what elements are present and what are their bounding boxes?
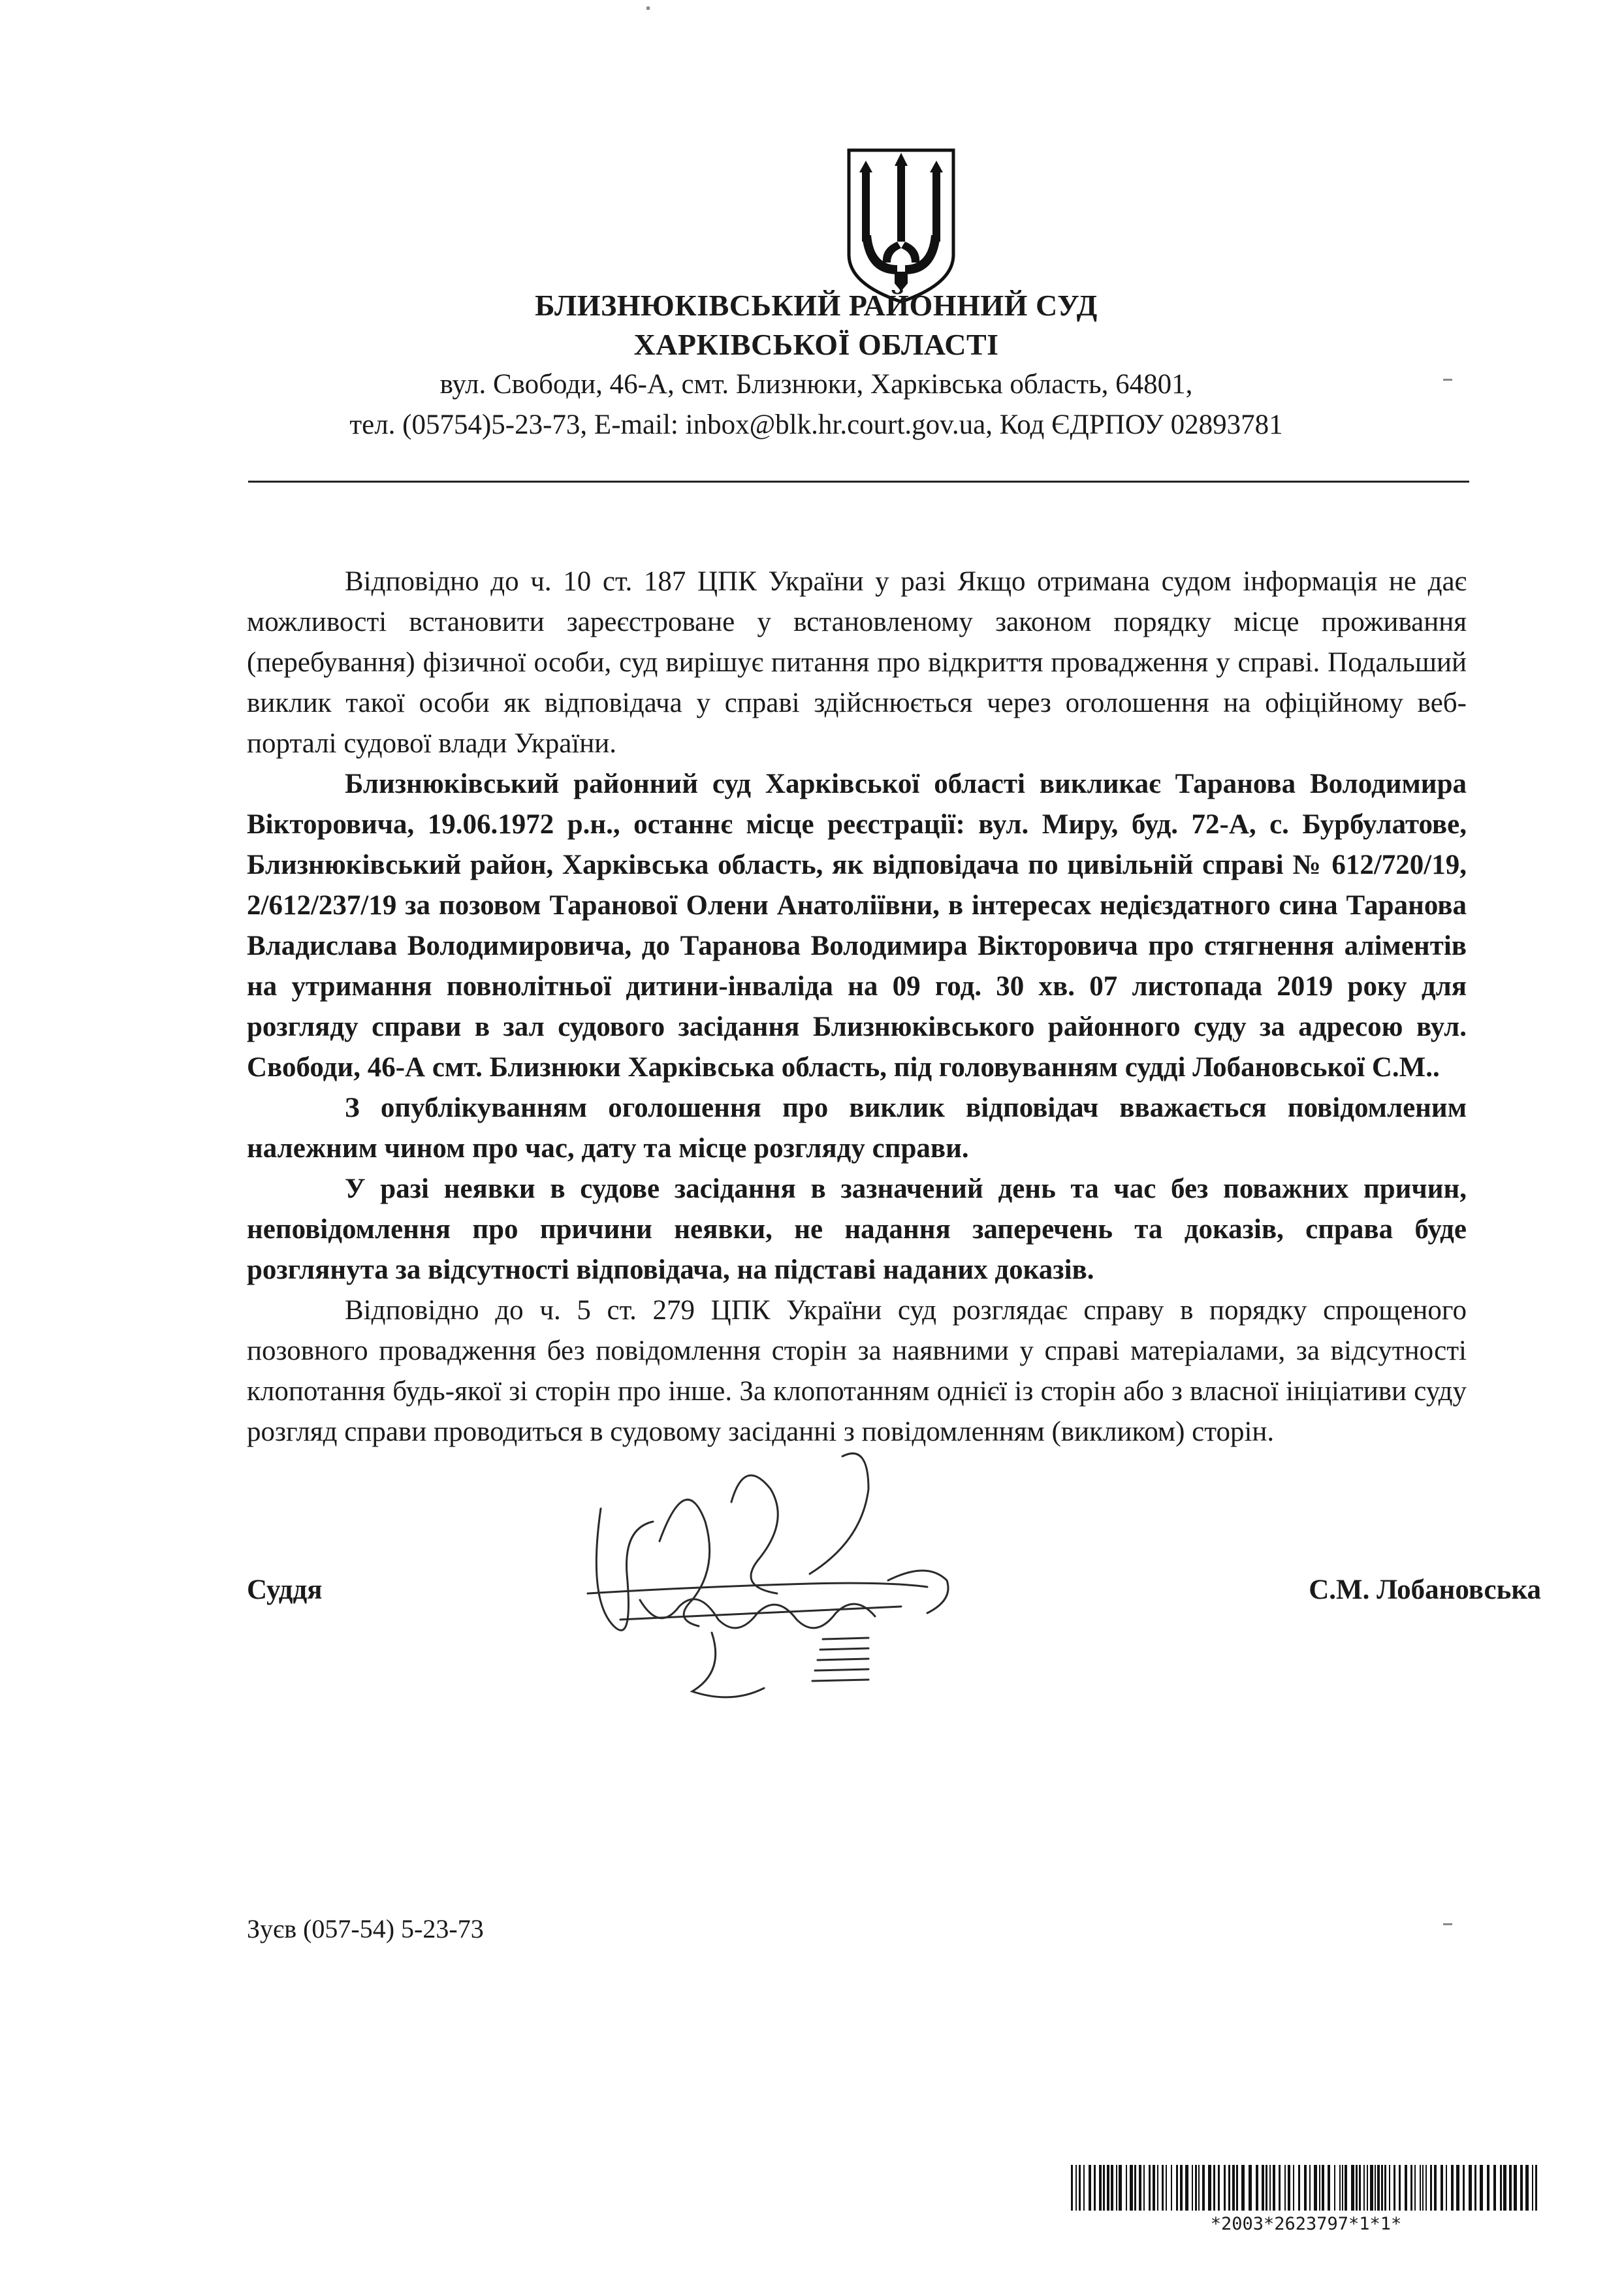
barcode-bar [1279,2165,1281,2211]
barcode-bar [1345,2165,1347,2211]
judge-name: С.М. Лобановська [1309,1575,1541,1605]
court-contacts: тел. (05754)5-23-73, E-mail: inbox@blk.hr.court.gov.ua, Код ЄДРПОУ 02893781 [349,409,1283,440]
barcode-bar [1356,2165,1358,2211]
notice-body [247,562,1467,1452]
barcode-bar [1224,2165,1226,2211]
paragraph-absence-warning: У разі неявки в судове засідання в зазначений день та час без поважних причин, неповідомлення про причини неявки, не надання заперечень та доказів, справа буде розглянута за відсутності відповідача, на підставі наданих доказів. [247,1174,1467,1285]
scan-speck [1443,379,1452,381]
barcode-bar [1456,2165,1459,2211]
barcode-bar [1493,2165,1496,2211]
paragraph-notification: З опублікуванням оголошення про виклик відповідач вважається повідомленим належним чином про час, дату та місце розгляду справи. [247,1093,1467,1164]
barcode-bar [1266,2165,1267,2211]
barcode-bar [1139,2165,1141,2211]
barcode-bar [1410,2165,1412,2211]
handwritten-signature [562,1430,979,1731]
barcode-bar [1192,2165,1193,2211]
barcode-bar [1185,2165,1188,2211]
barcode-bar [1071,2165,1073,2211]
barcode-bar [1334,2165,1335,2211]
barcode-bar [1322,2165,1324,2211]
ukraine-trident-emblem-icon [842,144,960,307]
barcode-bar [1384,2165,1386,2211]
barcode-bar [1370,2165,1373,2211]
header-divider [248,481,1469,483]
barcode-bar [1434,2165,1437,2211]
paragraph-legal-basis: Відповідно до ч. 10 ст. 187 ЦПК України у разі Якщо отримана судом інформація не дає можливості встановити зареєстроване у встановленому законом порядку місце проживання (перебування) фізичної особи, суд вирішує питання про відкриття провадження у справі. Подальший виклик такої особи як відповідача у справі здійснюється через оголошення на офіційному веб-порталі судової влади України. [247,566,1467,759]
barcode-bar [1284,2165,1286,2211]
executor-contact: Зуєв (057-54) 5-23-73 [247,1914,484,1943]
barcode-bar [1094,2165,1096,2211]
barcode-bar [1269,2165,1271,2211]
signature-role: Суддя [247,1575,323,1605]
barcode-bar [1405,2165,1407,2211]
barcode-bar [1463,2165,1465,2211]
court-name-line1: БЛИЗНЮКІВСЬКИЙ РАЙОННИЙ СУД [535,289,1098,322]
barcode-bar [1218,2165,1220,2211]
scan-speck [1443,1923,1452,1925]
barcode-bar [1319,2165,1320,2211]
court-address: вул. Свободи, 46-А, смт. Близнюки, Харківська область, 64801, [439,369,1193,400]
barcode-bar [1116,2165,1117,2211]
barcode-bar [1241,2165,1245,2211]
barcode-bar [1111,2165,1113,2211]
barcode-bar [1367,2165,1368,2211]
barcode-bar [1107,2165,1109,2211]
barcode-bar [1208,2165,1211,2211]
barcode-bar [1256,2165,1258,2211]
paragraph-summons: Близнюківський районний суд Харківської області викликає Таранова Володимира Вікторовича, 19.06.1972 р.н., останнє місце реєстрації: вул. Миру, буд. 72-А, с. Бурбулатове, Близнюківський район, Харківська область, як відповідача по цивільній справі № 612/720/19, 2/612/237/19 за позовом Таранової Олени Анатоліївни, в інтересах недієздатного сина Таранова Владислава Володимировича, до Таранова Володимира Вікторовича про стягнення аліментів на утримання повнолітньої дитини-інваліда на 09 год. 30 хв. 07 листопада 2019 року для розгляду справи в зал судового засідання Близнюківського районного суду за адресою вул. Свободи, 46-А смт. Близнюки Харківська область, під головуванням судді Лобановської С.М.. [247,769,1467,1083]
barcode [1071,2165,1541,2211]
barcode-bar [1119,2165,1122,2211]
court-name-line2: ХАРКІВСЬКОЇ ОБЛАСТІ [633,328,999,361]
barcode-bar [1474,2165,1476,2211]
barcode-bar [1126,2165,1127,2211]
barcode-bar [1359,2165,1361,2211]
barcode-bar [1328,2165,1330,2211]
barcode-bar [1236,2165,1238,2211]
barcode-bar [1414,2165,1416,2211]
barcode-bar [1157,2165,1158,2211]
barcode-bar [1298,2165,1300,2211]
barcode-bar [1430,2165,1432,2211]
barcode-bar [1469,2165,1472,2211]
barcode-bar [1503,2165,1506,2211]
barcode-bar [1195,2165,1197,2211]
barcode-bar [1351,2165,1354,2211]
barcode-bar [1249,2165,1252,2211]
barcode-bar [1375,2165,1376,2211]
scan-speck [646,7,650,10]
barcode-bar [1083,2165,1085,2211]
barcode-bar [1535,2165,1537,2211]
barcode-bar [1314,2165,1317,2211]
barcode-bar [1480,2165,1483,2211]
barcode-bar [1441,2165,1443,2211]
barcode-bar [1520,2165,1523,2211]
barcode-bar [1153,2165,1155,2211]
barcode-bar [1514,2165,1517,2211]
barcode-bar [1399,2165,1401,2211]
barcode-bar [1363,2165,1365,2211]
barcode-bar [1089,2165,1091,2211]
barcode-bar [1162,2165,1164,2211]
barcode-bar [1339,2165,1341,2211]
barcode-bar [1198,2165,1200,2211]
barcode-bar [1293,2165,1294,2211]
barcode-bar [1166,2165,1167,2211]
barcode-bar [1228,2165,1230,2211]
barcode-bar [1532,2165,1533,2211]
barcode-bar [1446,2165,1447,2211]
barcode-bar [1075,2165,1077,2211]
barcode-bar [1393,2165,1395,2211]
barcode-bar [1149,2165,1151,2211]
barcode-bar [1262,2165,1264,2211]
barcode-bar [1099,2165,1102,2211]
barcode-bar [1422,2165,1424,2211]
barcode-bar [1103,2165,1105,2211]
barcode-bar [1389,2165,1390,2211]
barcode-bar [1500,2165,1502,2211]
barcode-bar [1309,2165,1311,2211]
barcode-bar [1487,2165,1489,2211]
barcode-bar [1509,2165,1512,2211]
barcode-bar [1232,2165,1235,2211]
barcode-bar [1288,2165,1290,2211]
barcode-bar [1180,2165,1183,2211]
barcode-bar [1420,2165,1421,2211]
barcode-bar [1273,2165,1275,2211]
barcode-bar [1134,2165,1136,2211]
court-header [196,286,1437,445]
barcode-bar [1202,2165,1205,2211]
barcode-bar [1079,2165,1081,2211]
paragraph-procedure: Відповідно до ч. 5 ст. 279 ЦПК України суд розглядає справу в порядку спрощеного позовного провадження без повідомлення сторін за наявними у справі матеріалами, за відсутності клопотання будь-якої зі сторін про інше. За клопотанням однієї із сторін або з власної ініціативи суду розгляд справи проводиться в судовому засіданні з повідомленням (викликом) сторін. [247,1295,1467,1447]
barcode-bar [1171,2165,1172,2211]
barcode-bar [1525,2165,1529,2211]
barcode-bar [1213,2165,1215,2211]
barcode-bar [1425,2165,1427,2211]
barcode-bar [1176,2165,1178,2211]
barcode-bar [1451,2165,1454,2211]
barcode-bar [1143,2165,1145,2211]
barcode-bar [1304,2165,1307,2211]
barcode-bar [1130,2165,1133,2211]
barcode-text: *2003*2623797*1*1* [1210,2214,1402,2234]
barcode-bar [1342,2165,1343,2211]
barcode-bar [1377,2165,1380,2211]
barcode-bar [1381,2165,1383,2211]
